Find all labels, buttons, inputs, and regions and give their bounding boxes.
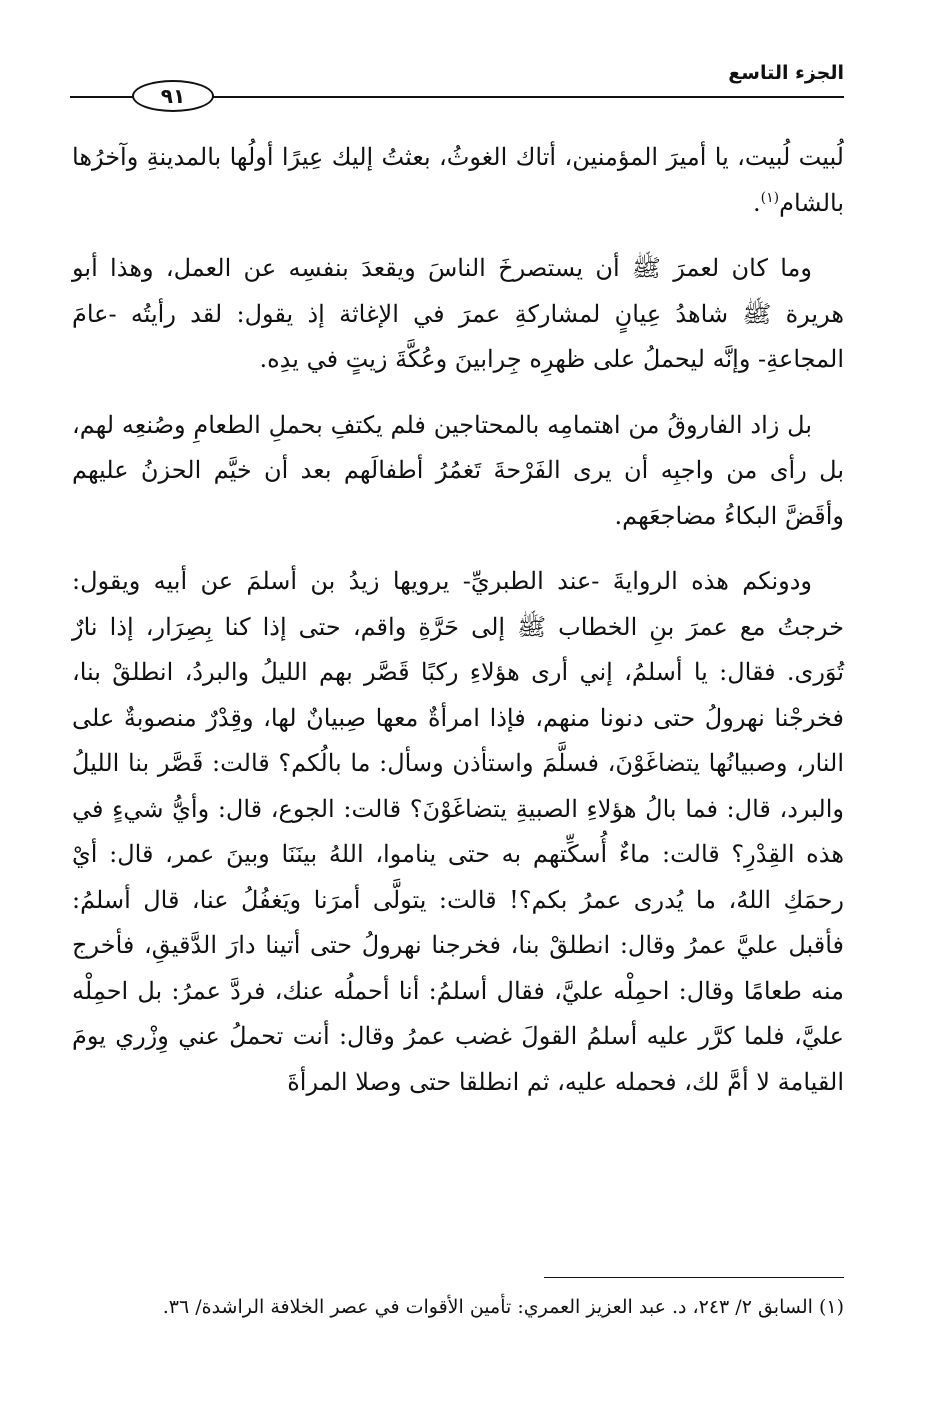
footnote-marker[interactable]: (١) — [760, 189, 780, 206]
running-title: الجزء التاسع — [728, 62, 844, 84]
paragraph-3: بل زاد الفاروقُ من اهتمامِه بالمحتاجين فلم يكتفِ بحملِ الطعامِ وصُنعِه لهم، بل رأى من واجبِه أن يرى الفَرْحةَ تَغمُرُ أطفالَهم بعد أن خيَّم الحزنُ عليهم وأقَضَّ البكاءُ مضاجعَهم. — [72, 410, 844, 530]
footnote-1: (١) السابق ٢/ ٢٤٣، د. عبد العزيز العمري: تأمين الأقوات في عصر الخلافة الراشدة/ ٣٦. — [162, 1296, 844, 1318]
body-text — [72, 135, 844, 1125]
footnote-rule — [544, 1277, 844, 1278]
page-number-badge: ٩١ — [132, 80, 214, 112]
paragraph-1 — [72, 135, 844, 226]
paragraph-1-end: . — [753, 188, 761, 217]
paragraph-1-text: لُبيت لُبيت، يا أميرَ المؤمنين، أتاك الغوثُ، بعثتُ إليك عِيرًا أولُها بالمدينةِ وآخرُها بالشام — [72, 143, 844, 217]
paragraph-2: وما كان لعمرَ ﷺ أن يستصرخَ الناسَ ويقعدَ بنفسِه عن العمل، وهذا أبو هريرة ﷺ شاهدُ عِيانٍ لمشاركةِ عمرَ في الإغاثة إذ يقول: لقد رأيتُه -عامَ المجاعةِ- وإنَّه ليحملُ على ظهرِه جِرابينَ وعُكَّةَ زيتٍ في يدِه. — [72, 254, 844, 373]
paragraph-4: ودونكم هذه الروايةَ -عند الطبريِّ- يرويها زيدُ بن أسلمَ عن أبيه ويقول: خرجتُ مع عمرَ بنِ الخطاب ﷺ إلى حَرَّةِ واقم، حتى إذا كنا بِصِرَار، إذا نارٌ تُوَرى. فقال: يا أسلمُ، إني أرى هؤلاءِ ركبًا قَصَّر بهم الليلُ والبردُ، انطلقْ بنا، فخرجْنا نهرولُ حتى دنونا منهم، فإذا امرأةٌ معها صِبيانٌ لها، وقِدْرٌ منصوبةٌ على النار، وصبيانُها يتضاغَوْنَ، فسلَّمَ واستأذن وسأل: ما بالُكم؟ قالت: قَصَّر بنا الليلُ والبرد، قال: فما بالُ هؤلاءِ الصبيةِ يتضاغَوْنَ؟ قالت: الجوع، قال: وأيُّ شيءٍ في هذه القِدْرِ؟ قالت: ماءٌ أُسكِّتهم به حتى يناموا، اللهُ بينَنَا وبينَ عمر، قال: أيْ رحمَكِ اللهُ، ما يُدرى عمرُ بكم؟! قالت: يتولَّى أمرَنا ويَغفُلُ عنا، قال أسلمُ: فأقبل عليَّ عمرُ وقال: انطلقْ بنا، فخرجنا نهرولُ حتى أتينا دارَ الدَّقيقِ، فأخرج منه طعامًا وقال: احمِلْه عليَّ، فقال أسلمُ: أنا أحملُه عنك، فردَّ عمرُ: بل احمِلْه عليَّ، فلما كرَّر عليه أسلمُ القولَ غضب عمرُ وقال: أنت تحملُ عني وِزْري يومَ القيامة لا أمَّ لك، فحمله عليه، ثم انطلقا حتى وصلا المرأةَ — [72, 567, 844, 1096]
